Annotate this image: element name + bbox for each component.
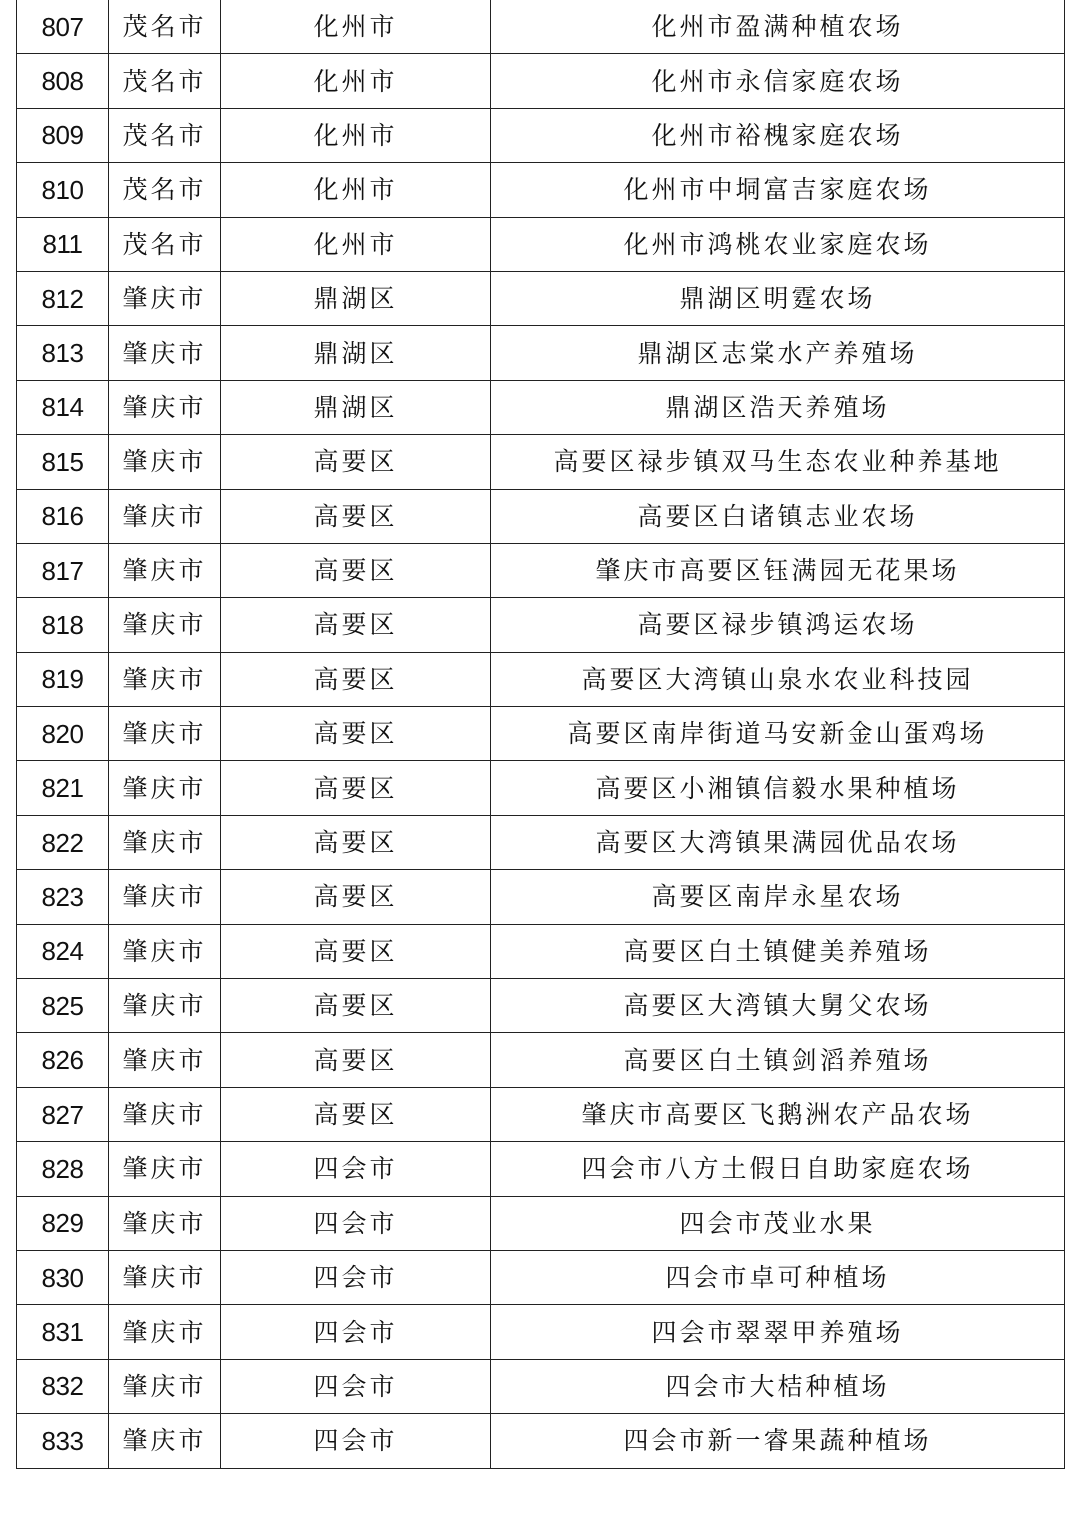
- county-cell: 高要区: [221, 543, 491, 597]
- row-number-cell: 813: [17, 326, 109, 380]
- county-cell: 化州市: [221, 163, 491, 217]
- row-number-cell: 812: [17, 271, 109, 325]
- county-cell: 化州市: [221, 54, 491, 108]
- city-cell: 肇庆市: [109, 1196, 221, 1250]
- county-cell: 高要区: [221, 489, 491, 543]
- table-row: [17, 870, 1065, 924]
- city-cell: 茂名市: [109, 54, 221, 108]
- farm-name-cell: 高要区白诸镇志业农场: [491, 489, 1065, 543]
- city-cell: 肇庆市: [109, 870, 221, 924]
- row-number-cell: 832: [17, 1359, 109, 1413]
- table-row: [17, 652, 1065, 706]
- farm-name-cell: 肇庆市高要区钰满园无花果场: [491, 543, 1065, 597]
- city-cell: 肇庆市: [109, 1033, 221, 1087]
- city-cell: 肇庆市: [109, 435, 221, 489]
- farm-name-cell: 鼎湖区明霆农场: [491, 271, 1065, 325]
- table-row: [17, 1142, 1065, 1196]
- row-number-cell: 825: [17, 979, 109, 1033]
- table-row: [17, 815, 1065, 869]
- farm-name-cell: 高要区小湘镇信毅水果种植场: [491, 761, 1065, 815]
- table-row: [17, 761, 1065, 815]
- county-cell: 高要区: [221, 761, 491, 815]
- row-number-cell: 820: [17, 707, 109, 761]
- table-row: [17, 326, 1065, 380]
- table-row: [17, 163, 1065, 217]
- county-cell: 高要区: [221, 979, 491, 1033]
- row-number-cell: 826: [17, 1033, 109, 1087]
- city-cell: 茂名市: [109, 163, 221, 217]
- city-cell: 肇庆市: [109, 380, 221, 434]
- row-number-cell: 830: [17, 1250, 109, 1304]
- county-cell: 四会市: [221, 1196, 491, 1250]
- row-number-cell: 827: [17, 1087, 109, 1141]
- county-cell: 化州市: [221, 217, 491, 271]
- row-number-cell: 814: [17, 380, 109, 434]
- table-row: [17, 1305, 1065, 1359]
- city-cell: 肇庆市: [109, 598, 221, 652]
- county-cell: 四会市: [221, 1305, 491, 1359]
- county-cell: 高要区: [221, 707, 491, 761]
- city-cell: 肇庆市: [109, 815, 221, 869]
- farm-name-cell: 四会市茂业水果: [491, 1196, 1065, 1250]
- farm-name-cell: 四会市翠翠甲养殖场: [491, 1305, 1065, 1359]
- county-cell: 四会市: [221, 1142, 491, 1196]
- row-number-cell: 815: [17, 435, 109, 489]
- table-row: [17, 489, 1065, 543]
- county-cell: 四会市: [221, 1414, 491, 1468]
- row-number-cell: 829: [17, 1196, 109, 1250]
- county-cell: 鼎湖区: [221, 271, 491, 325]
- city-cell: 肇庆市: [109, 1087, 221, 1141]
- table-row: [17, 0, 1065, 54]
- farm-name-cell: 化州市鸿桃农业家庭农场: [491, 217, 1065, 271]
- row-number-cell: 811: [17, 217, 109, 271]
- county-cell: 高要区: [221, 924, 491, 978]
- table-row: [17, 1359, 1065, 1413]
- county-cell: 鼎湖区: [221, 326, 491, 380]
- city-cell: 肇庆市: [109, 326, 221, 380]
- city-cell: 茂名市: [109, 108, 221, 162]
- table-row: [17, 108, 1065, 162]
- row-number-cell: 822: [17, 815, 109, 869]
- farm-name-cell: 化州市裕槐家庭农场: [491, 108, 1065, 162]
- county-cell: 化州市: [221, 108, 491, 162]
- city-cell: 肇庆市: [109, 924, 221, 978]
- table-row: [17, 598, 1065, 652]
- farm-list-table: [16, 0, 1065, 1469]
- city-cell: 肇庆市: [109, 652, 221, 706]
- table-row: [17, 271, 1065, 325]
- table-row: [17, 1250, 1065, 1304]
- row-number-cell: 807: [17, 0, 109, 54]
- farm-name-cell: 高要区大湾镇山泉水农业科技园: [491, 652, 1065, 706]
- table-row: [17, 707, 1065, 761]
- farm-name-cell: 高要区南岸永星农场: [491, 870, 1065, 924]
- row-number-cell: 819: [17, 652, 109, 706]
- row-number-cell: 808: [17, 54, 109, 108]
- county-cell: 高要区: [221, 435, 491, 489]
- table-row: [17, 380, 1065, 434]
- table-row: [17, 1414, 1065, 1468]
- farm-name-cell: 鼎湖区志棠水产养殖场: [491, 326, 1065, 380]
- city-cell: 肇庆市: [109, 543, 221, 597]
- farm-name-cell: 高要区白土镇健美养殖场: [491, 924, 1065, 978]
- row-number-cell: 817: [17, 543, 109, 597]
- county-cell: 四会市: [221, 1359, 491, 1413]
- farm-list-body: [17, 0, 1065, 1468]
- county-cell: 高要区: [221, 652, 491, 706]
- table-row: [17, 54, 1065, 108]
- city-cell: 肇庆市: [109, 1359, 221, 1413]
- row-number-cell: 831: [17, 1305, 109, 1359]
- city-cell: 茂名市: [109, 0, 221, 54]
- farm-name-cell: 化州市盈满种植农场: [491, 0, 1065, 54]
- city-cell: 肇庆市: [109, 761, 221, 815]
- table-row: [17, 543, 1065, 597]
- county-cell: 高要区: [221, 1033, 491, 1087]
- table-row: [17, 1087, 1065, 1141]
- city-cell: 肇庆市: [109, 979, 221, 1033]
- county-cell: 鼎湖区: [221, 380, 491, 434]
- table-row: [17, 1196, 1065, 1250]
- farm-name-cell: 四会市卓可种植场: [491, 1250, 1065, 1304]
- county-cell: 高要区: [221, 1087, 491, 1141]
- city-cell: 肇庆市: [109, 1414, 221, 1468]
- row-number-cell: 810: [17, 163, 109, 217]
- farm-name-cell: 四会市八方土假日自助家庭农场: [491, 1142, 1065, 1196]
- city-cell: 肇庆市: [109, 707, 221, 761]
- table-row: [17, 979, 1065, 1033]
- city-cell: 肇庆市: [109, 1305, 221, 1359]
- county-cell: 高要区: [221, 815, 491, 869]
- farm-name-cell: 化州市永信家庭农场: [491, 54, 1065, 108]
- farm-name-cell: 高要区白土镇剑滔养殖场: [491, 1033, 1065, 1087]
- farm-name-cell: 高要区南岸街道马安新金山蛋鸡场: [491, 707, 1065, 761]
- county-cell: 化州市: [221, 0, 491, 54]
- farm-name-cell: 肇庆市高要区飞鹅洲农产品农场: [491, 1087, 1065, 1141]
- farm-name-cell: 高要区禄步镇双马生态农业种养基地: [491, 435, 1065, 489]
- table-row: [17, 1033, 1065, 1087]
- city-cell: 肇庆市: [109, 1250, 221, 1304]
- farm-name-cell: 鼎湖区浩天养殖场: [491, 380, 1065, 434]
- row-number-cell: 828: [17, 1142, 109, 1196]
- row-number-cell: 824: [17, 924, 109, 978]
- table-row: [17, 435, 1065, 489]
- farm-name-cell: 高要区大湾镇大舅父农场: [491, 979, 1065, 1033]
- row-number-cell: 809: [17, 108, 109, 162]
- row-number-cell: 821: [17, 761, 109, 815]
- farm-name-cell: 高要区禄步镇鸿运农场: [491, 598, 1065, 652]
- county-cell: 高要区: [221, 598, 491, 652]
- city-cell: 肇庆市: [109, 1142, 221, 1196]
- farm-name-cell: 四会市大桔种植场: [491, 1359, 1065, 1413]
- farm-name-cell: 高要区大湾镇果满园优品农场: [491, 815, 1065, 869]
- city-cell: 肇庆市: [109, 271, 221, 325]
- farm-name-cell: 四会市新一睿果蔬种植场: [491, 1414, 1065, 1468]
- row-number-cell: 816: [17, 489, 109, 543]
- row-number-cell: 823: [17, 870, 109, 924]
- city-cell: 肇庆市: [109, 489, 221, 543]
- row-number-cell: 818: [17, 598, 109, 652]
- row-number-cell: 833: [17, 1414, 109, 1468]
- table-row: [17, 924, 1065, 978]
- county-cell: 高要区: [221, 870, 491, 924]
- city-cell: 茂名市: [109, 217, 221, 271]
- county-cell: 四会市: [221, 1250, 491, 1304]
- farm-name-cell: 化州市中垌富吉家庭农场: [491, 163, 1065, 217]
- table-row: [17, 217, 1065, 271]
